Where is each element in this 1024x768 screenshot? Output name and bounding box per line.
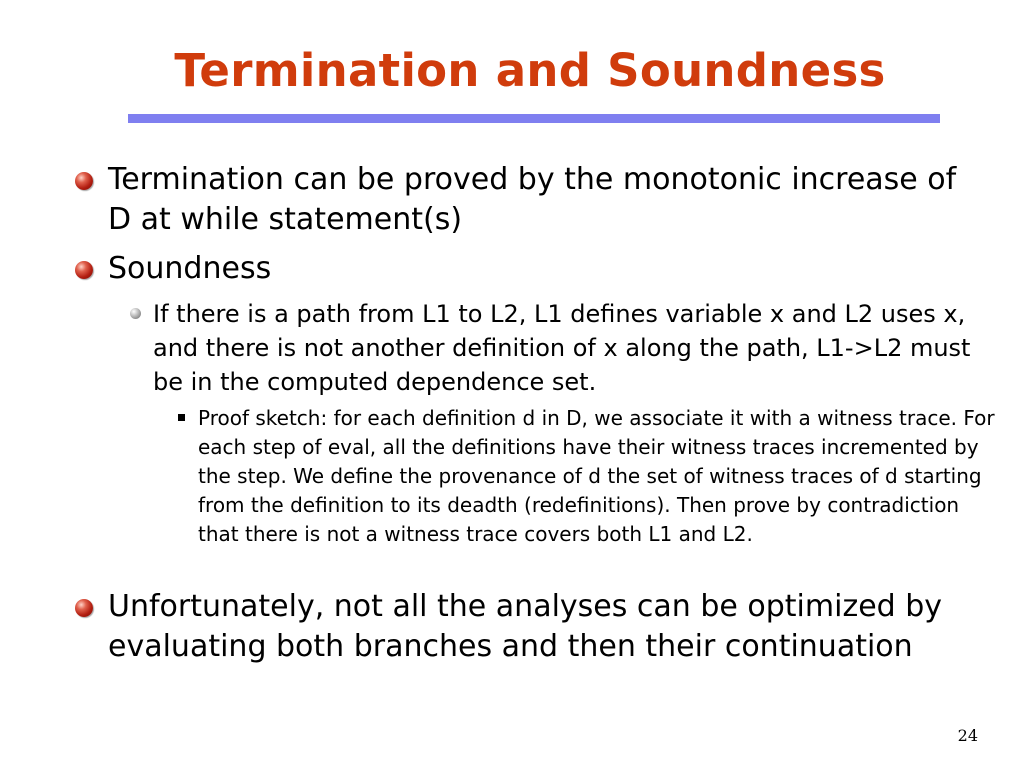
red-ball-bullet-icon: [75, 172, 93, 190]
bullet-unfortunately: Unfortunately, not all the analyses can be optimized by evaluating both branches and then their continuation: [108, 589, 943, 664]
square-bullet-icon: [178, 414, 185, 421]
bullet-termination: Termination can be proved by the monotonic increase of D at while statement(s): [108, 162, 957, 237]
red-ball-bullet-icon: [75, 599, 93, 617]
slide-title: Termination and Soundness: [174, 44, 886, 97]
page-number: 24: [957, 726, 978, 745]
bullet-soundness: Soundness: [108, 251, 272, 286]
red-ball-bullet-icon: [75, 261, 93, 279]
sub-bullet-path-definition: If there is a path from L1 to L2, L1 defines variable x and L2 uses x, and there is not another definition of x along the path, L1->L2 must be in the computed dependence set.: [153, 300, 971, 396]
sub-sub-bullet-proof-sketch: Proof sketch: for each definition d in D, we associate it with a witness trace. For each step of eval, all the definitions have their witness traces incremented by the step. We define the provenance of d the set of witness traces of d starting from the definition to its deadth (redefinitions). Then prove by contradiction that there is not a witness trace covers both L1 and L2.: [198, 406, 995, 546]
gray-ball-bullet-icon: [130, 308, 141, 319]
